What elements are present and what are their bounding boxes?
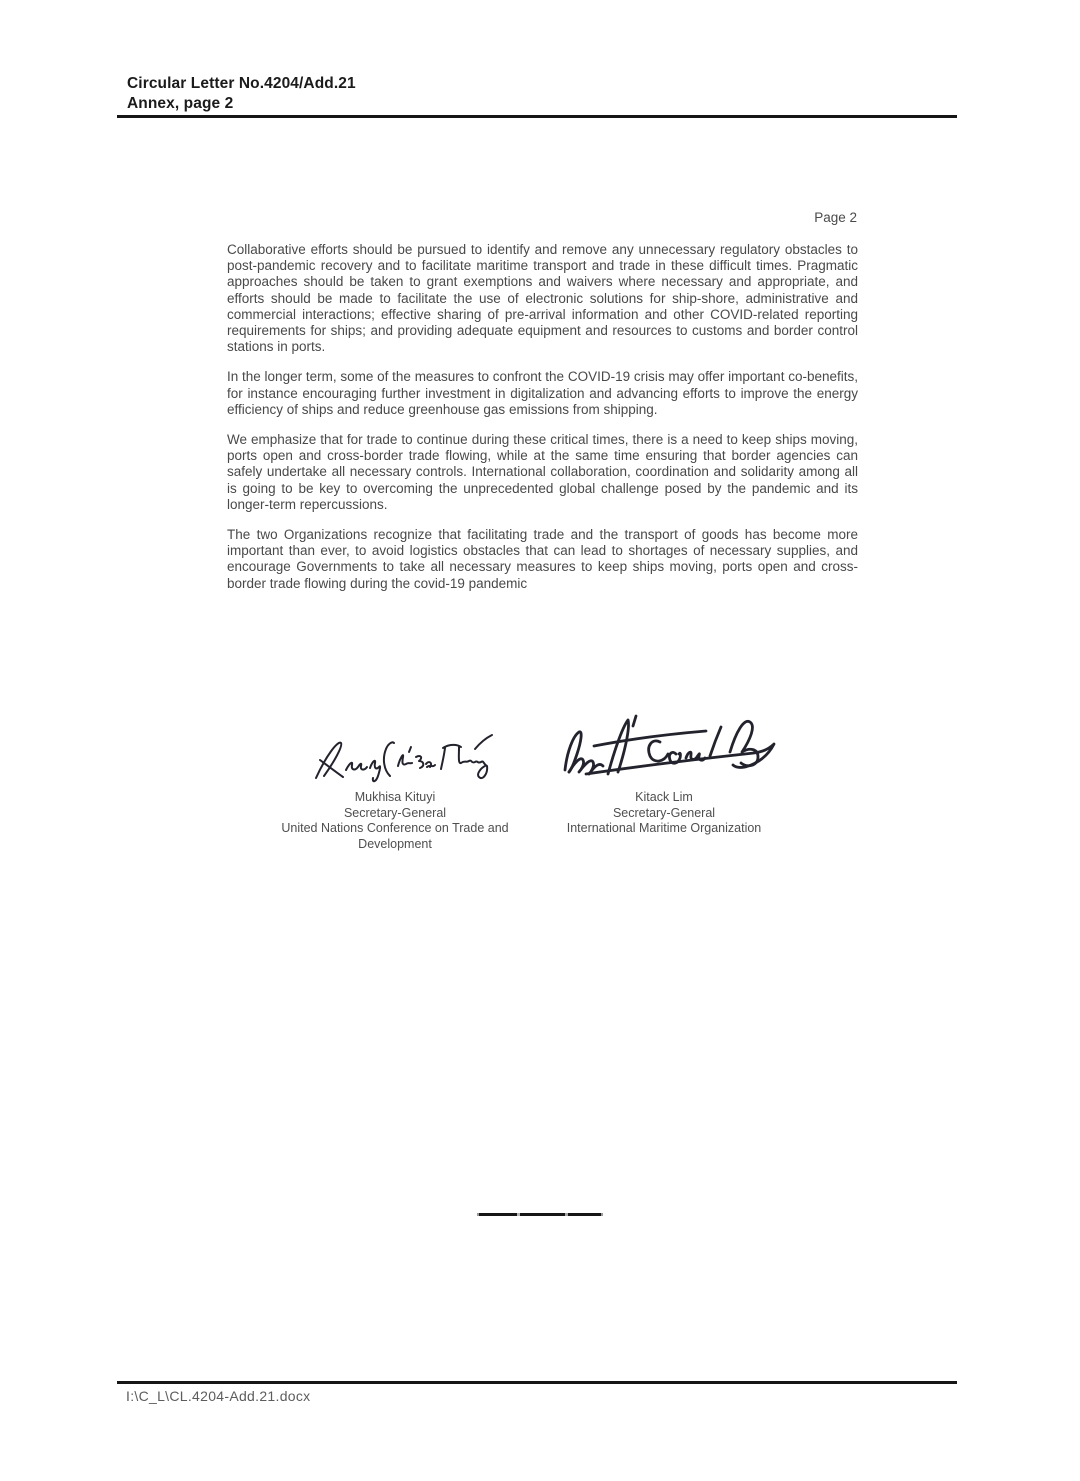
signatory-organization: International Maritime Organization	[566, 821, 762, 835]
signatory-title: Secretary-General	[612, 805, 716, 820]
paragraph-two-organizations: The two Organizations recognize that facilitating trade and the transport of goods has become more important than ever, to avoid logistics obstacles that can lead to shortages of necessary supplies, and encourage Governments to take all necessary measures to keep ships moving, ports open and cross-border trade flowing during the covid-19 pandemic	[227, 527, 858, 591]
signatory-name: Mukhisa Kituyi	[354, 790, 436, 804]
document-header	[127, 74, 356, 113]
header-rule	[117, 115, 957, 118]
page-number: Page 2	[814, 210, 857, 225]
header-line-annex-page: Annex, page 2	[127, 94, 234, 112]
signature-block-imo	[544, 790, 784, 837]
paragraph-we-emphasize: We emphasize that for trade to continue during these critical times, there is a need to keep ships moving, ports open and cross-border trade flowing, while at the same time ensuring that border agencies can safely undertake all necessary controls. International collaboration, coordination and solidarity among all is going to be key to overcoming the unprecedented global challenge posed by the pandemic and its longer-term repercussions.	[227, 432, 858, 512]
signatory-name: Kitack Lim	[635, 790, 693, 804]
signatory-title: Secretary-General	[343, 805, 447, 820]
signatory-organization: United Nations Conference on Trade and Development	[281, 821, 509, 851]
footer-file-path: I:\C_L\CL.4204-Add.21.docx	[126, 1388, 311, 1404]
signature-block-unctad	[270, 790, 520, 852]
end-of-document-divider	[477, 1213, 603, 1216]
header-line-circular-letter: Circular Letter No.4204/Add.21	[127, 75, 356, 92]
body-text	[227, 242, 858, 606]
paragraph-collaborative-efforts: Collaborative efforts should be pursued to identify and remove any unnecessary regulatory obstacles to post-pandemic recovery and to facilitate maritime transport and trade in these difficult times. Pragmatic approaches should be taken to grant exemptions and waivers where necessary and appropriate, and efforts should be made to facilitate the use of electronic solutions for ship-shore, administrative and commercial interactions; effective sharing of pre-arrival information and other COVID-related reporting requirements for ships; and providing adequate equipment and resources to customs and border control stations in ports.	[227, 242, 858, 355]
footer-rule	[117, 1381, 957, 1384]
signature-kitack-lim	[558, 706, 783, 786]
paragraph-longer-term: In the longer term, some of the measures to confront the COVID-19 crisis may offer important co-benefits, for instance encouraging further investment in digitalization and advancing efforts to improve the energy efficiency of ships and reduce greenhouse gas emissions from shipping.	[227, 369, 858, 417]
signature-mukhisa-kituyi	[312, 726, 497, 790]
